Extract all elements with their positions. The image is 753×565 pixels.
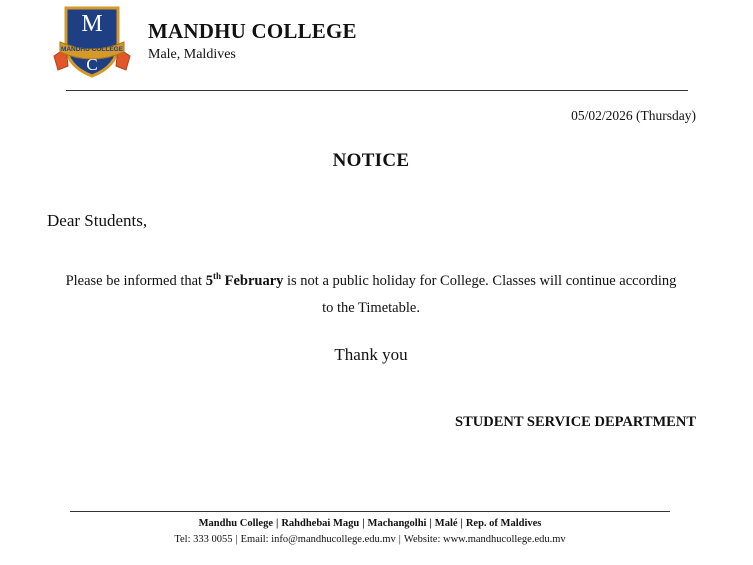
org-name: MANDHU COLLEGE xyxy=(148,19,357,43)
footer-separator: | xyxy=(276,518,279,529)
body-text-before: Please be informed that xyxy=(65,273,206,289)
footer-address-part: Mandhu College xyxy=(198,518,273,529)
footer-address-part: Rahdhebai Magu xyxy=(281,518,360,529)
footer-separator: | xyxy=(398,534,401,545)
crest-initial-c: C xyxy=(86,55,98,74)
footer-email: Email: info@mandhucollege.edu.mv xyxy=(240,534,396,545)
footer-address-part: Rep. of Maldives xyxy=(465,518,542,529)
crest-initial-m: M xyxy=(81,11,103,37)
body-text-after: is not a public holiday for College. Classes will continue according to the Timetable. xyxy=(283,273,677,316)
body-day-number: 5 xyxy=(205,273,213,289)
footer-separator: | xyxy=(460,518,463,529)
footer-website: Website: www.mandhucollege.edu.mv xyxy=(403,534,566,545)
footer-separator: | xyxy=(362,518,365,529)
header-divider xyxy=(66,90,688,91)
footer-address-part: Machangolhi xyxy=(367,518,427,529)
footer-separator: | xyxy=(235,534,238,545)
org-location: Male, Maldives xyxy=(148,47,236,62)
notice-body xyxy=(62,268,680,322)
body-date-highlight xyxy=(206,273,284,289)
notice-title: NOTICE xyxy=(332,150,410,171)
footer-divider xyxy=(70,511,670,512)
footer-separator: | xyxy=(429,518,432,529)
closing-text: Thank you xyxy=(334,345,408,364)
notice-date: 05/02/2026 (Thursday) xyxy=(571,108,696,123)
footer-contact xyxy=(0,534,740,545)
footer-tel: Tel: 333 0055 xyxy=(174,534,233,545)
body-month: February xyxy=(220,273,284,289)
salutation: Dear Students, xyxy=(47,211,148,230)
college-crest-logo xyxy=(52,4,132,80)
crest-banner-text: MANDHU COLLEGE xyxy=(60,46,124,53)
footer-address xyxy=(0,518,740,529)
body-day-suffix: th xyxy=(212,271,221,282)
signature-department: STUDENT SERVICE DEPARTMENT xyxy=(455,414,696,430)
footer-address-part: Malé xyxy=(434,518,458,529)
